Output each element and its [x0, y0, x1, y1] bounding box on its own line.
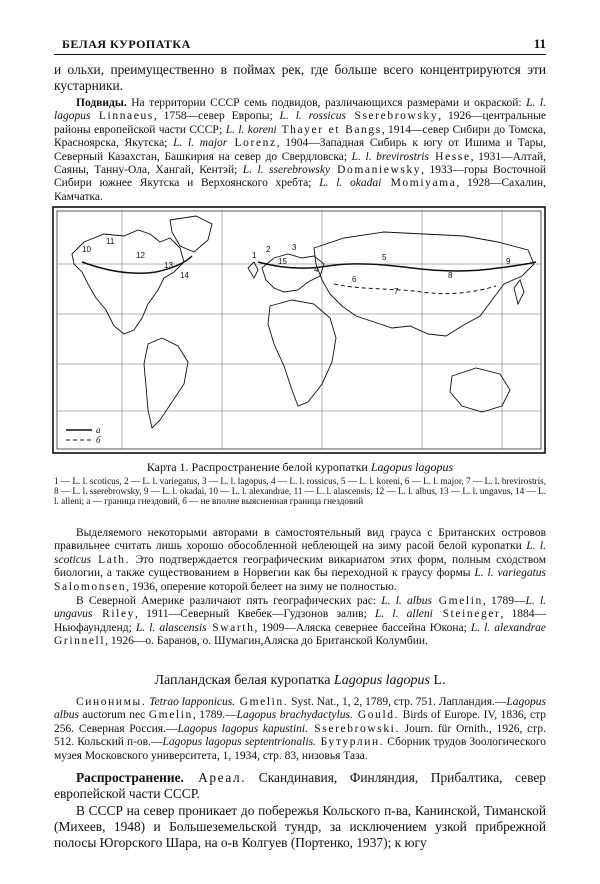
subspecies-heading: Подвиды.: [76, 97, 127, 109]
taxon: L. l. ungavus: [54, 595, 547, 621]
section-heading: [54, 673, 546, 689]
region-label: 14: [180, 271, 189, 280]
text: , 1909—Аляска севернее бассейна Юкона;: [254, 621, 471, 634]
taxon: L. l. scoticus: [54, 540, 546, 566]
author: Lath.: [91, 553, 131, 566]
text: В Северной Америке различают пять географических рас:: [76, 595, 382, 607]
distribution-paragraph-2: В СССР на север проникает до побережья Кольского п-ва, Канинской, Тиманской (Михеев, 1948) и Большеземельской тундр, за исключением узкой прибрежной полосы Югорского Шара, на о-в Колгуев (Портенко, 1937); к югу: [54, 803, 546, 850]
taxon: L. l. major: [173, 137, 228, 150]
author: Бутурлин.: [315, 736, 385, 749]
text: , 1884—Ньюфаундленд;: [54, 608, 547, 634]
region-label: 5: [382, 253, 387, 262]
distribution-paragraph: [54, 770, 546, 802]
text: , 1904—Западная Сибирь к югу от Ишима и Тары, Северный Казахстан, Башкирия на север до Свердловска;: [54, 137, 546, 163]
section-heading-suffix: L.: [429, 673, 446, 688]
caption-prefix: Карта 1. Распространение белой куропатки: [146, 460, 371, 474]
author: Gmelin: [148, 709, 193, 722]
region-label: 13: [164, 261, 173, 270]
areal-label: Ареал.: [183, 770, 247, 785]
taxon: L. l. alascensis: [135, 621, 207, 634]
text: , 1789—: [482, 595, 526, 607]
section-heading-species: Lagopus lagopus: [333, 673, 430, 688]
taxon: L. l. koreni: [225, 123, 277, 136]
taxon: Lagopus lagopus septentrionalis.: [162, 736, 316, 749]
legend-a-label: а: [96, 425, 101, 435]
page-number: 11: [533, 36, 546, 51]
taxon: L. l. lagopus: [54, 97, 546, 123]
text: , 1911—Северный Квебек—Гудзонов залив;: [135, 608, 375, 621]
author: Gmelin: [431, 595, 483, 607]
text: , 1936, оперение которой белеет на зиму не полностью.: [126, 580, 397, 593]
region-label: 3: [292, 243, 297, 252]
page-header: [54, 36, 546, 55]
text: Syst. Nat., 1, 2, 1789, стр. 751. Лапландия.—: [288, 696, 507, 708]
text: , 1789.—: [192, 709, 237, 722]
taxon: L. l. rossicus: [279, 110, 346, 123]
text: , 1931—Алтай, Саяны, Танну-Ола, Хангай, Кентэй;: [54, 150, 546, 177]
map-caption-title: [54, 460, 546, 475]
region-label: 10: [82, 245, 91, 254]
taxon: L. l. brevirostris: [351, 150, 429, 163]
text: Journ. für Ornith., 1926, стр. 512. Кольский п-ов.—: [54, 722, 546, 749]
taxon: L. l. okadai: [319, 177, 382, 190]
author: Swarth: [206, 621, 255, 634]
region-label: 1: [252, 251, 257, 260]
author: Hesse: [428, 150, 471, 163]
taxon: L. l. variegatus: [474, 567, 546, 580]
author: Thayer et Bangs: [276, 123, 382, 136]
taxon: Lagopus lagopus kapustini.: [177, 722, 308, 735]
america-paragraph: [54, 595, 546, 649]
running-title: БЕЛАЯ КУРОПАТКА: [62, 37, 191, 51]
author: Riley: [92, 608, 136, 621]
grouse-paragraph: [54, 527, 546, 594]
region-label: 6: [352, 275, 357, 284]
text: Это подтверждается географическим викариатом этих форм, полным сходством биологии, а также существованием в Норвегии как бы переходной к граусу формы: [54, 553, 546, 580]
text: На территории СССР семь подвидов, различающихся размерами и окраской:: [126, 97, 527, 109]
author: Steineger: [432, 608, 501, 621]
region-label: 15: [278, 257, 287, 266]
region-label: 7: [394, 287, 399, 296]
author: Gould.: [352, 709, 400, 722]
taxon: L. l. alexandrae: [470, 621, 547, 634]
author: Salomonsen: [54, 580, 127, 593]
region-label: 8: [448, 271, 453, 280]
text: , 1926—о. Баранов, о. Шумагин,Аляска до Британской Колумбии.: [105, 635, 428, 648]
taxon: Lagopus brachydactylus.: [236, 709, 353, 722]
text: Сборник трудов Зоологического музея Московского университета, 1, 1934, стр. 83, низовья Таза.: [54, 736, 547, 762]
intro-paragraph: и ольхи, преимущественно в поймах рек, где больше всего концентрируются эти кустарники.: [54, 62, 546, 93]
author: Sserebrowsky: [345, 110, 439, 123]
section-heading-prefix: Лапландская белая куропатка: [154, 673, 334, 688]
legend-b-label: б: [96, 435, 101, 445]
region-label: 9: [506, 257, 511, 266]
subspecies-paragraph: [54, 97, 546, 204]
synonyms-paragraph: [54, 696, 546, 763]
map-caption-legend: 1 — L. l. scoticus, 2 — L. l. variegatus, 3 — L. l. lagopus, 4 — L. l. rossicus, 5 — L. l. koreni, 6 — L. l. major, 7 — L. l. brevirostris, 8 — L. l. sserebrowsky, 9 — L. l. okadai, 10 — L. l. alexandrae, 11 — L. l. alascensis, 12 — L. l. albus, 13 — L. l. ungavus, 14 — L. l. alleni; а — граница гнездовий, б — не вполне выясненная граница гнездовий: [54, 476, 546, 507]
text: , 1914—север Сибири до Томска, Красноярска, Якутска;: [54, 123, 546, 150]
text: , 1758—север Европы;: [153, 110, 280, 123]
author: Lorenz: [227, 137, 277, 150]
text: , 1933—горы Восточной Сибири южнее Якутска и Верхоянского хребта;: [54, 164, 547, 190]
caption-species: Lagopus lagopus: [370, 460, 454, 474]
taxon: L. l. albus: [381, 595, 432, 607]
text: , 1928—Сахалин, Камчатка.: [54, 177, 547, 203]
author: Grinnell: [54, 635, 106, 648]
author: Momiyama: [381, 177, 457, 190]
map-frame: [53, 207, 545, 453]
author: Gmelin.: [235, 696, 289, 708]
region-label: 2: [266, 245, 271, 254]
distribution-map: [52, 206, 546, 454]
text: Birds of Europe. IV, 1836, стр 256. Северная Россия.—: [54, 709, 547, 735]
author: Domaniewsky: [330, 164, 422, 177]
distribution-label: Распространение.: [76, 770, 184, 785]
taxon: Lagopus albus: [54, 696, 546, 722]
text: auctorum nec: [78, 709, 149, 722]
taxon: Tetrao lapponicus.: [149, 696, 236, 708]
region-label: 4: [314, 265, 319, 274]
text: , 1926—центральные районы европейской части СССР;: [54, 110, 546, 136]
author: Sserebrowski.: [307, 722, 400, 735]
taxon: L. l. sserebrowsky: [242, 164, 331, 177]
text: Выделяемого некоторыми авторами в самостоятельный вид грауса с Британских островов правильнее считать лишь хорошо обособленной неблеющей на зиму расой белой куропатки: [54, 527, 546, 553]
author: Linnaeus: [90, 110, 154, 123]
synonyms-label: Синонимы.: [76, 696, 147, 708]
text: Скандинавия, Финляндия, Прибалтика, север европейской части СССР.: [54, 770, 546, 801]
region-label: 12: [136, 251, 145, 260]
region-label: 11: [106, 237, 115, 246]
taxon: L. l. alleni: [374, 608, 433, 621]
